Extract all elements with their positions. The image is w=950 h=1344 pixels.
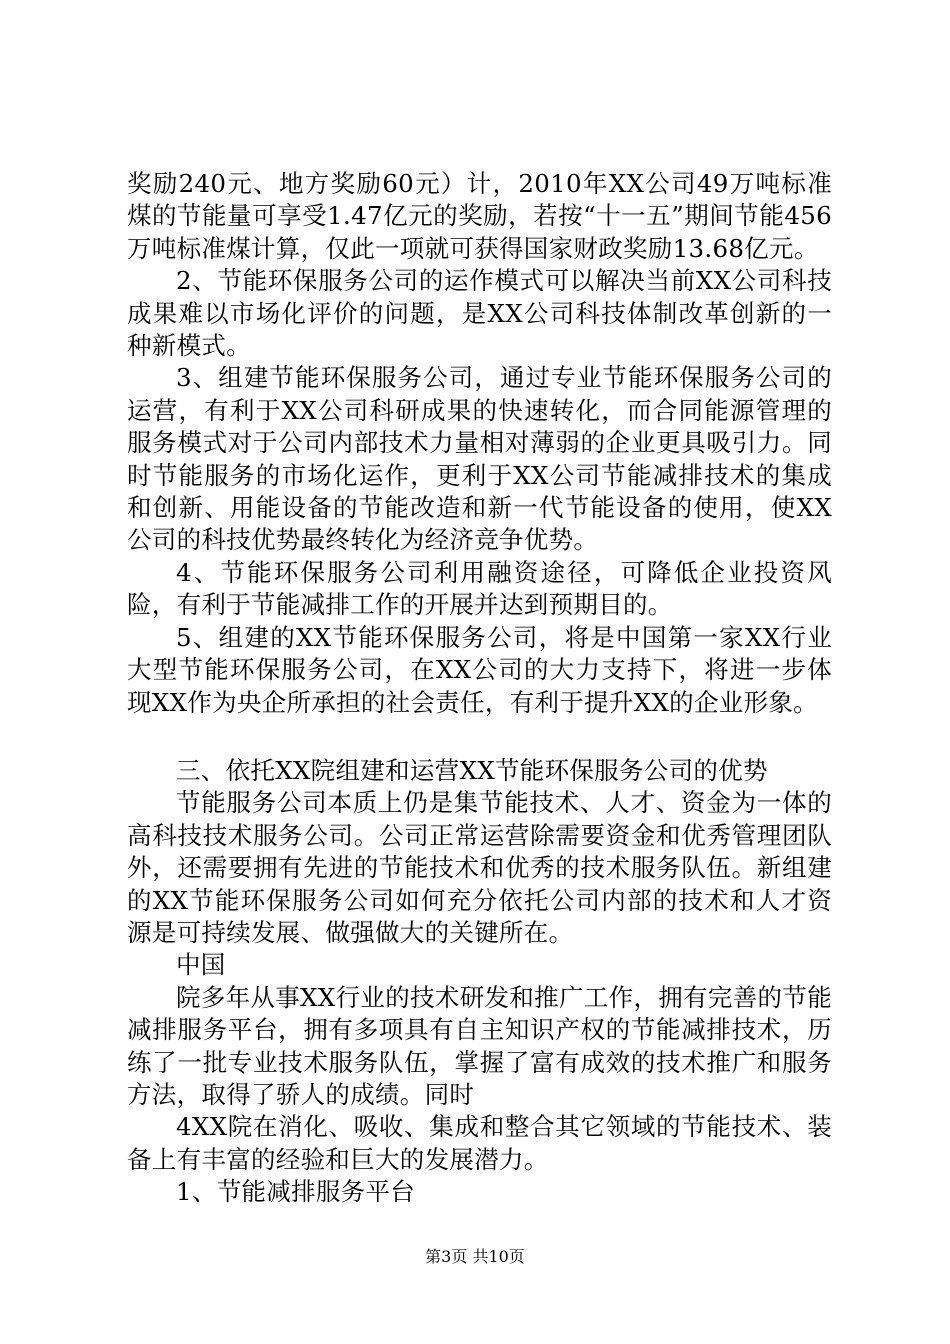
document-body	[127, 168, 832, 1209]
paragraph-point-4: 4、节能环保服务公司利用融资途径，可降低企业投资风险，有利于节能减排工作的开展并达到预期目的。	[127, 557, 832, 620]
paragraph-reward-calculation: 奖励240元、地方奖励60元）计，2010年XX公司49万吨标准煤的节能量可享受1.47亿元的奖励，若按“十一五”期间节能456万吨标准煤计算，仅此一项就可获得国家财政奖励13.68亿元。	[127, 169, 832, 263]
subheading-service-platform: 1、节能减排服务平台	[176, 1177, 416, 1207]
section-spacer	[127, 719, 832, 755]
paragraph-4xx-institute: 4XX院在消化、吸收、集成和整合其它领域的节能技术、装备上有丰富的经验和巨大的发展潜力。	[127, 1112, 832, 1174]
paragraph-institute: 院多年从事XX行业的技术研发和推广工作，拥有完善的节能减排服务平台，拥有多项具有自主知识产权的节能减排技术，历练了一批专业技术服务队伍，掌握了富有成效的技术推广和服务方法，取得了骄人的成绩。同时	[127, 982, 832, 1109]
section-heading-3: 三、依托XX院组建和运营XX节能环保服务公司的优势	[176, 755, 768, 785]
paragraph-china: 中国	[176, 950, 226, 980]
page-number: 第3页 共10页	[425, 1247, 525, 1266]
paragraph-point-5: 5、组建的XX节能环保服务公司，将是中国第一家XX行业大型节能环保服务公司，在XX公司的大力支持下，将进一步体现XX作为央企所承担的社会责任，有利于提升XX的企业形象。	[127, 622, 832, 717]
paragraph-service-company: 节能服务公司本质上仍是集节能技术、人才、资金为一体的高科技技术服务公司。公司正常运营除需要资金和优秀管理团队外，还需要拥有先进的节能技术和优秀的技术服务队伍。新组建的XX节能环保服务公司如何充分依托公司内部的技术和人才资源是可持续发展、做强做大的关键所在。	[127, 788, 832, 947]
paragraph-point-3: 3、组建节能环保服务公司，通过专业节能环保服务公司的运营，有利于XX公司科研成果的快速转化，而合同能源管理的服务模式对于公司内部技术力量相对薄弱的企业更具吸引力。同时节能服务的市场化运作，更利于XX公司节能减排技术的集成和创新、用能设备的节能改造和新一代节能设备的使用，使XX公司的科技优势最终转化为经济竞争优势。	[127, 363, 832, 555]
page-footer	[0, 1247, 950, 1267]
paragraph-point-2: 2、节能环保服务公司的运作模式可以解决当前XX公司科技成果难以市场化评价的问题，是XX公司科技体制改革创新的一种新模式。	[127, 266, 832, 361]
